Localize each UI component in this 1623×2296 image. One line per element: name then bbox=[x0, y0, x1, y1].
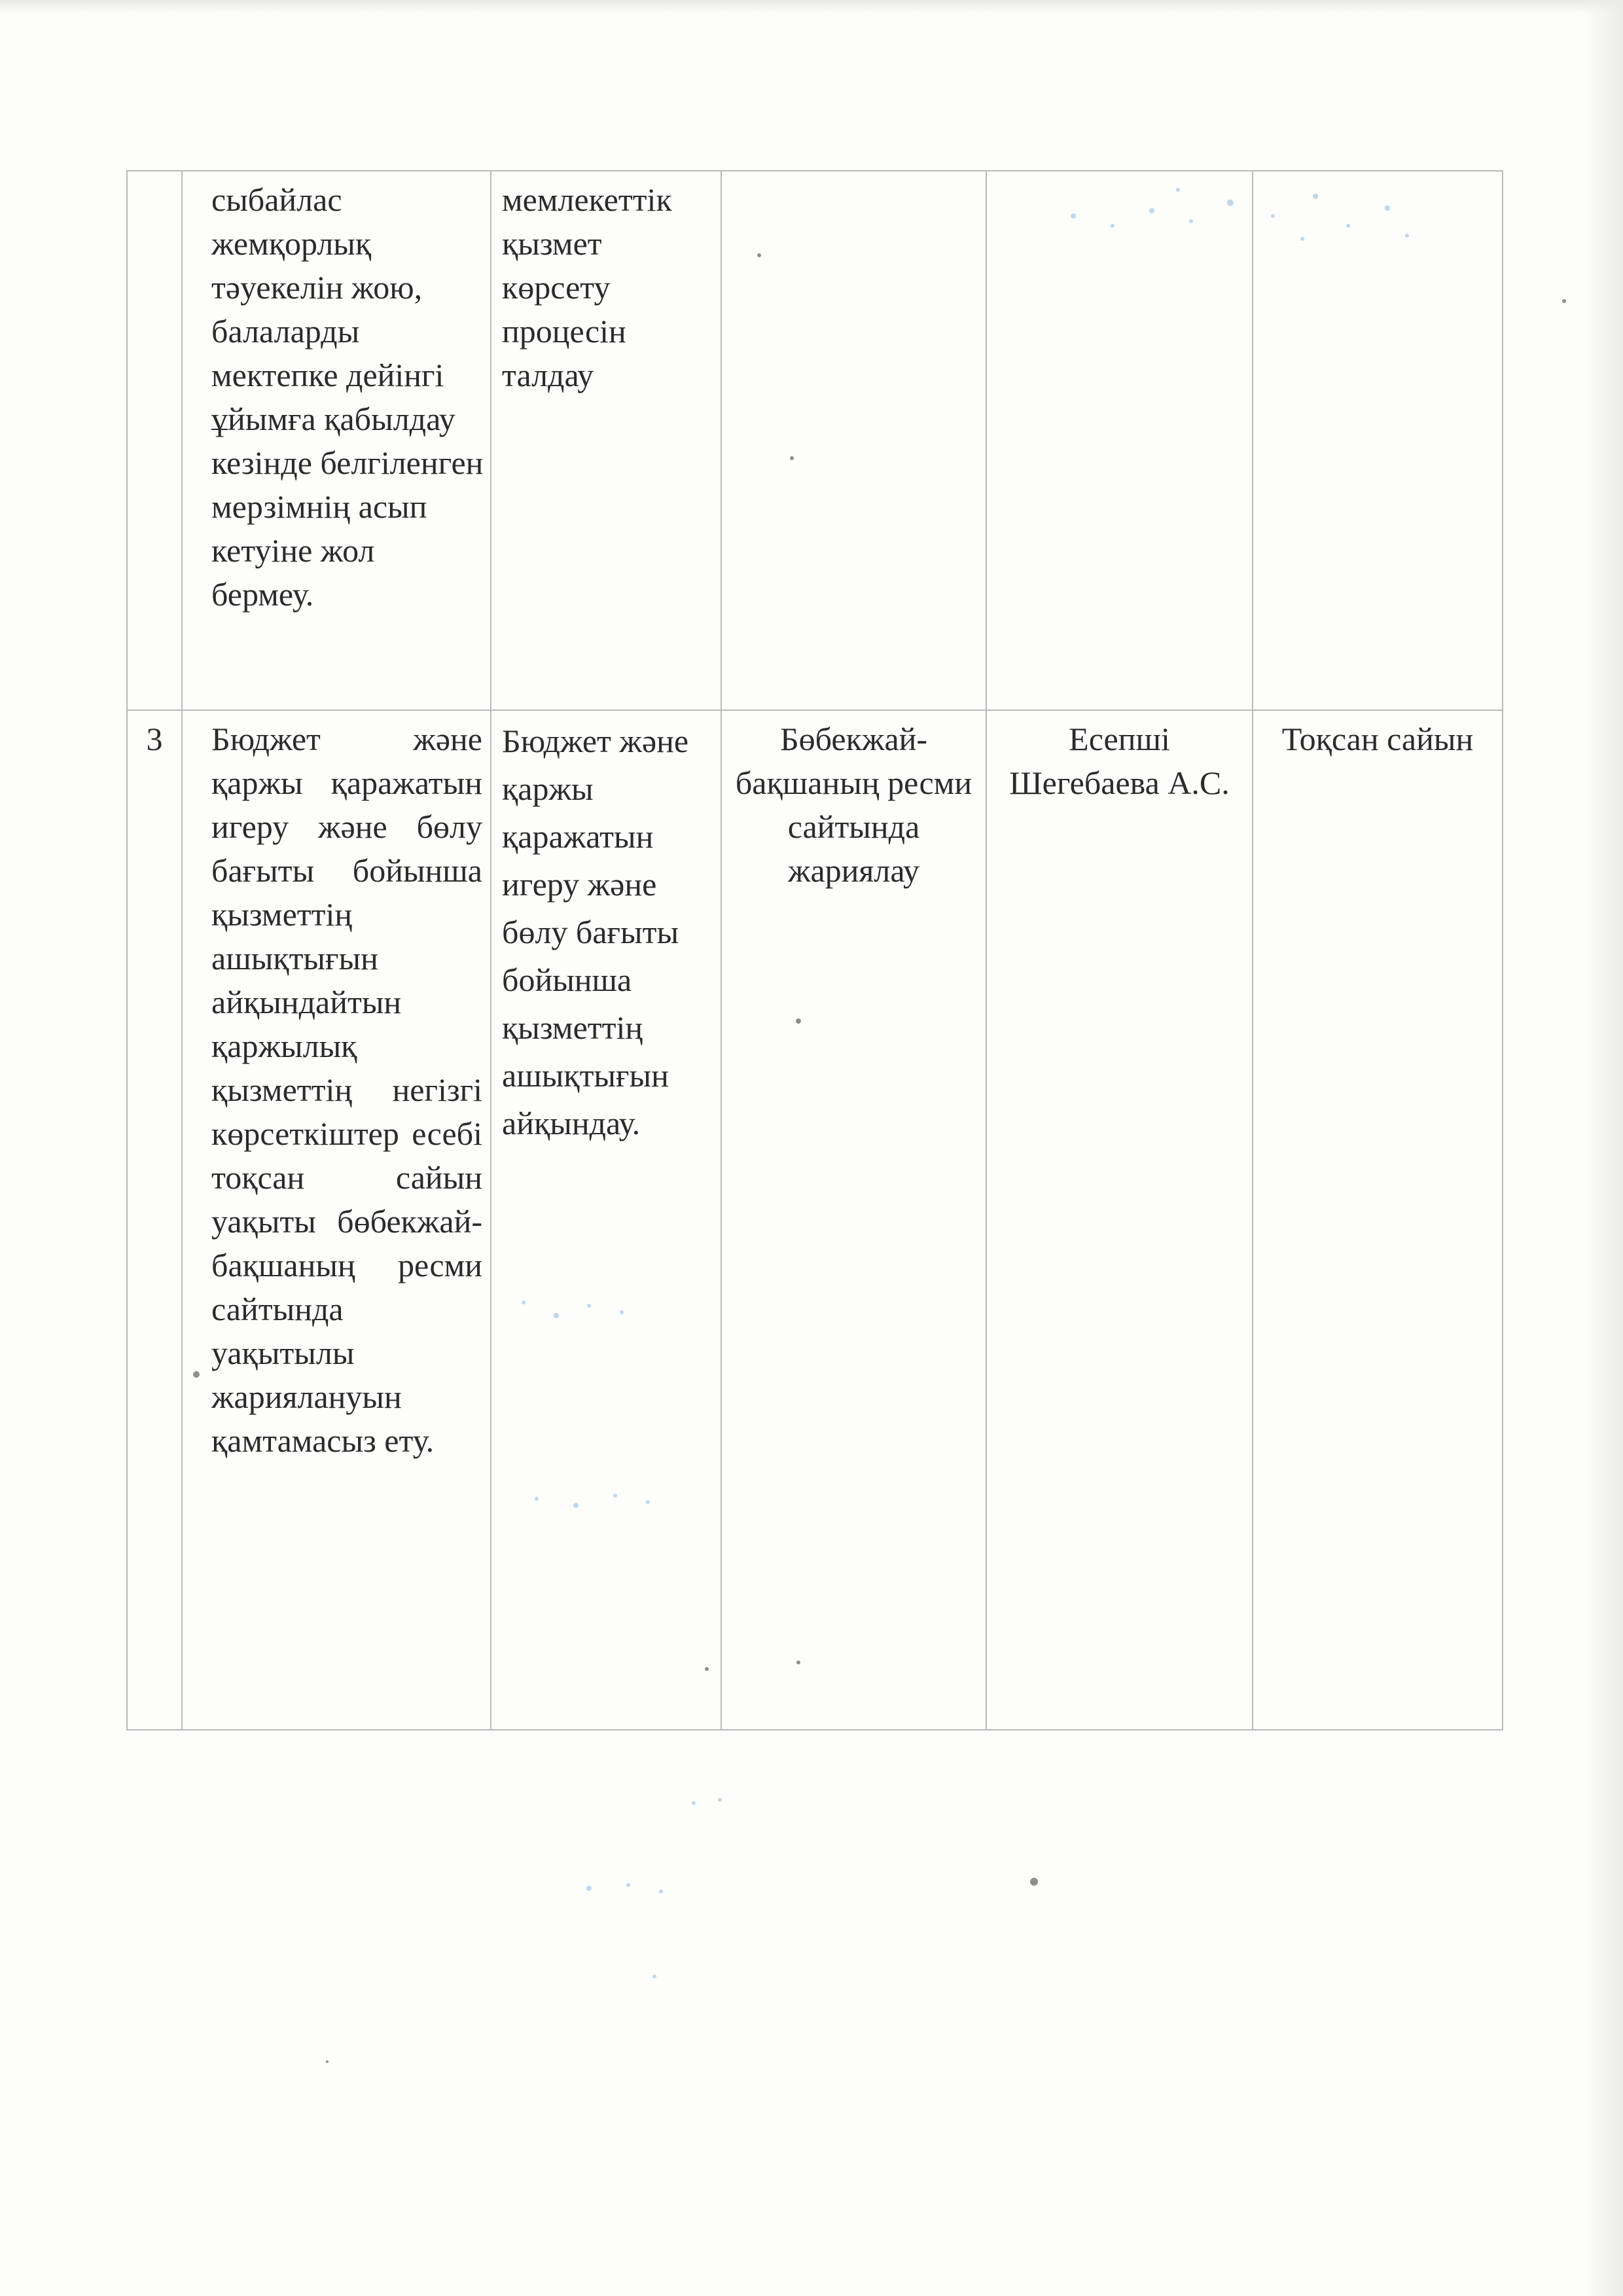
plan-table bbox=[126, 170, 1503, 1731]
goal-text: мемлекеттік қызмет көрсету процесін талдау bbox=[502, 181, 672, 393]
row-number-cell bbox=[127, 710, 182, 1730]
responsible-text: Есепші Шегебаева А.С. bbox=[1009, 721, 1230, 801]
measure-text: сыбайлас жемқорлық тәуекелін жою, балаларды мектепке дейінгі ұйымға қабылдау кезінде белгіленген мерзімнің асып кетуіне жол бермеу. bbox=[211, 181, 484, 613]
goal-cell bbox=[491, 171, 721, 710]
table-row bbox=[127, 171, 1503, 710]
measure-cell bbox=[182, 171, 491, 710]
table-row bbox=[127, 710, 1503, 1730]
deadline-cell bbox=[1253, 171, 1503, 710]
measure-cell bbox=[182, 710, 491, 1730]
deadline-text: Тоқсан сайын bbox=[1281, 721, 1474, 757]
form-text bbox=[722, 171, 986, 178]
form-cell bbox=[721, 171, 986, 710]
goal-cell bbox=[491, 710, 721, 1730]
deadline-cell bbox=[1253, 710, 1503, 1730]
deadline-text bbox=[1253, 171, 1502, 178]
responsible-text bbox=[987, 171, 1252, 178]
form-cell bbox=[721, 710, 986, 1730]
row-number: 3 bbox=[146, 721, 163, 757]
row-number-cell bbox=[127, 171, 182, 710]
row-number bbox=[128, 171, 181, 178]
goal-text: Бюджет және қаржы қаражатын игеру және бөлу бағыты бойынша қызметтің ашықтығын айқындау. bbox=[502, 723, 689, 1141]
page-right-edge bbox=[1584, 0, 1623, 2296]
responsible-cell bbox=[986, 171, 1253, 710]
measure-text: Бюджет және қаржы қаражатын игеру және бөлу бағыты бойынша қызметтің ашықтығын айқындайтын қаржылық қызметтің негізгі көрсеткіштер есебі тоқсан сайын уақыты бөбекжай-бақшаның ресми сайтында уақытылы жариялануын қамтамасыз ету. bbox=[211, 721, 482, 1459]
page-top-edge bbox=[0, 0, 1623, 14]
form-text: Бөбекжай-бақшаның ресми сайтында жариялау bbox=[735, 721, 972, 889]
responsible-cell bbox=[986, 710, 1253, 1730]
